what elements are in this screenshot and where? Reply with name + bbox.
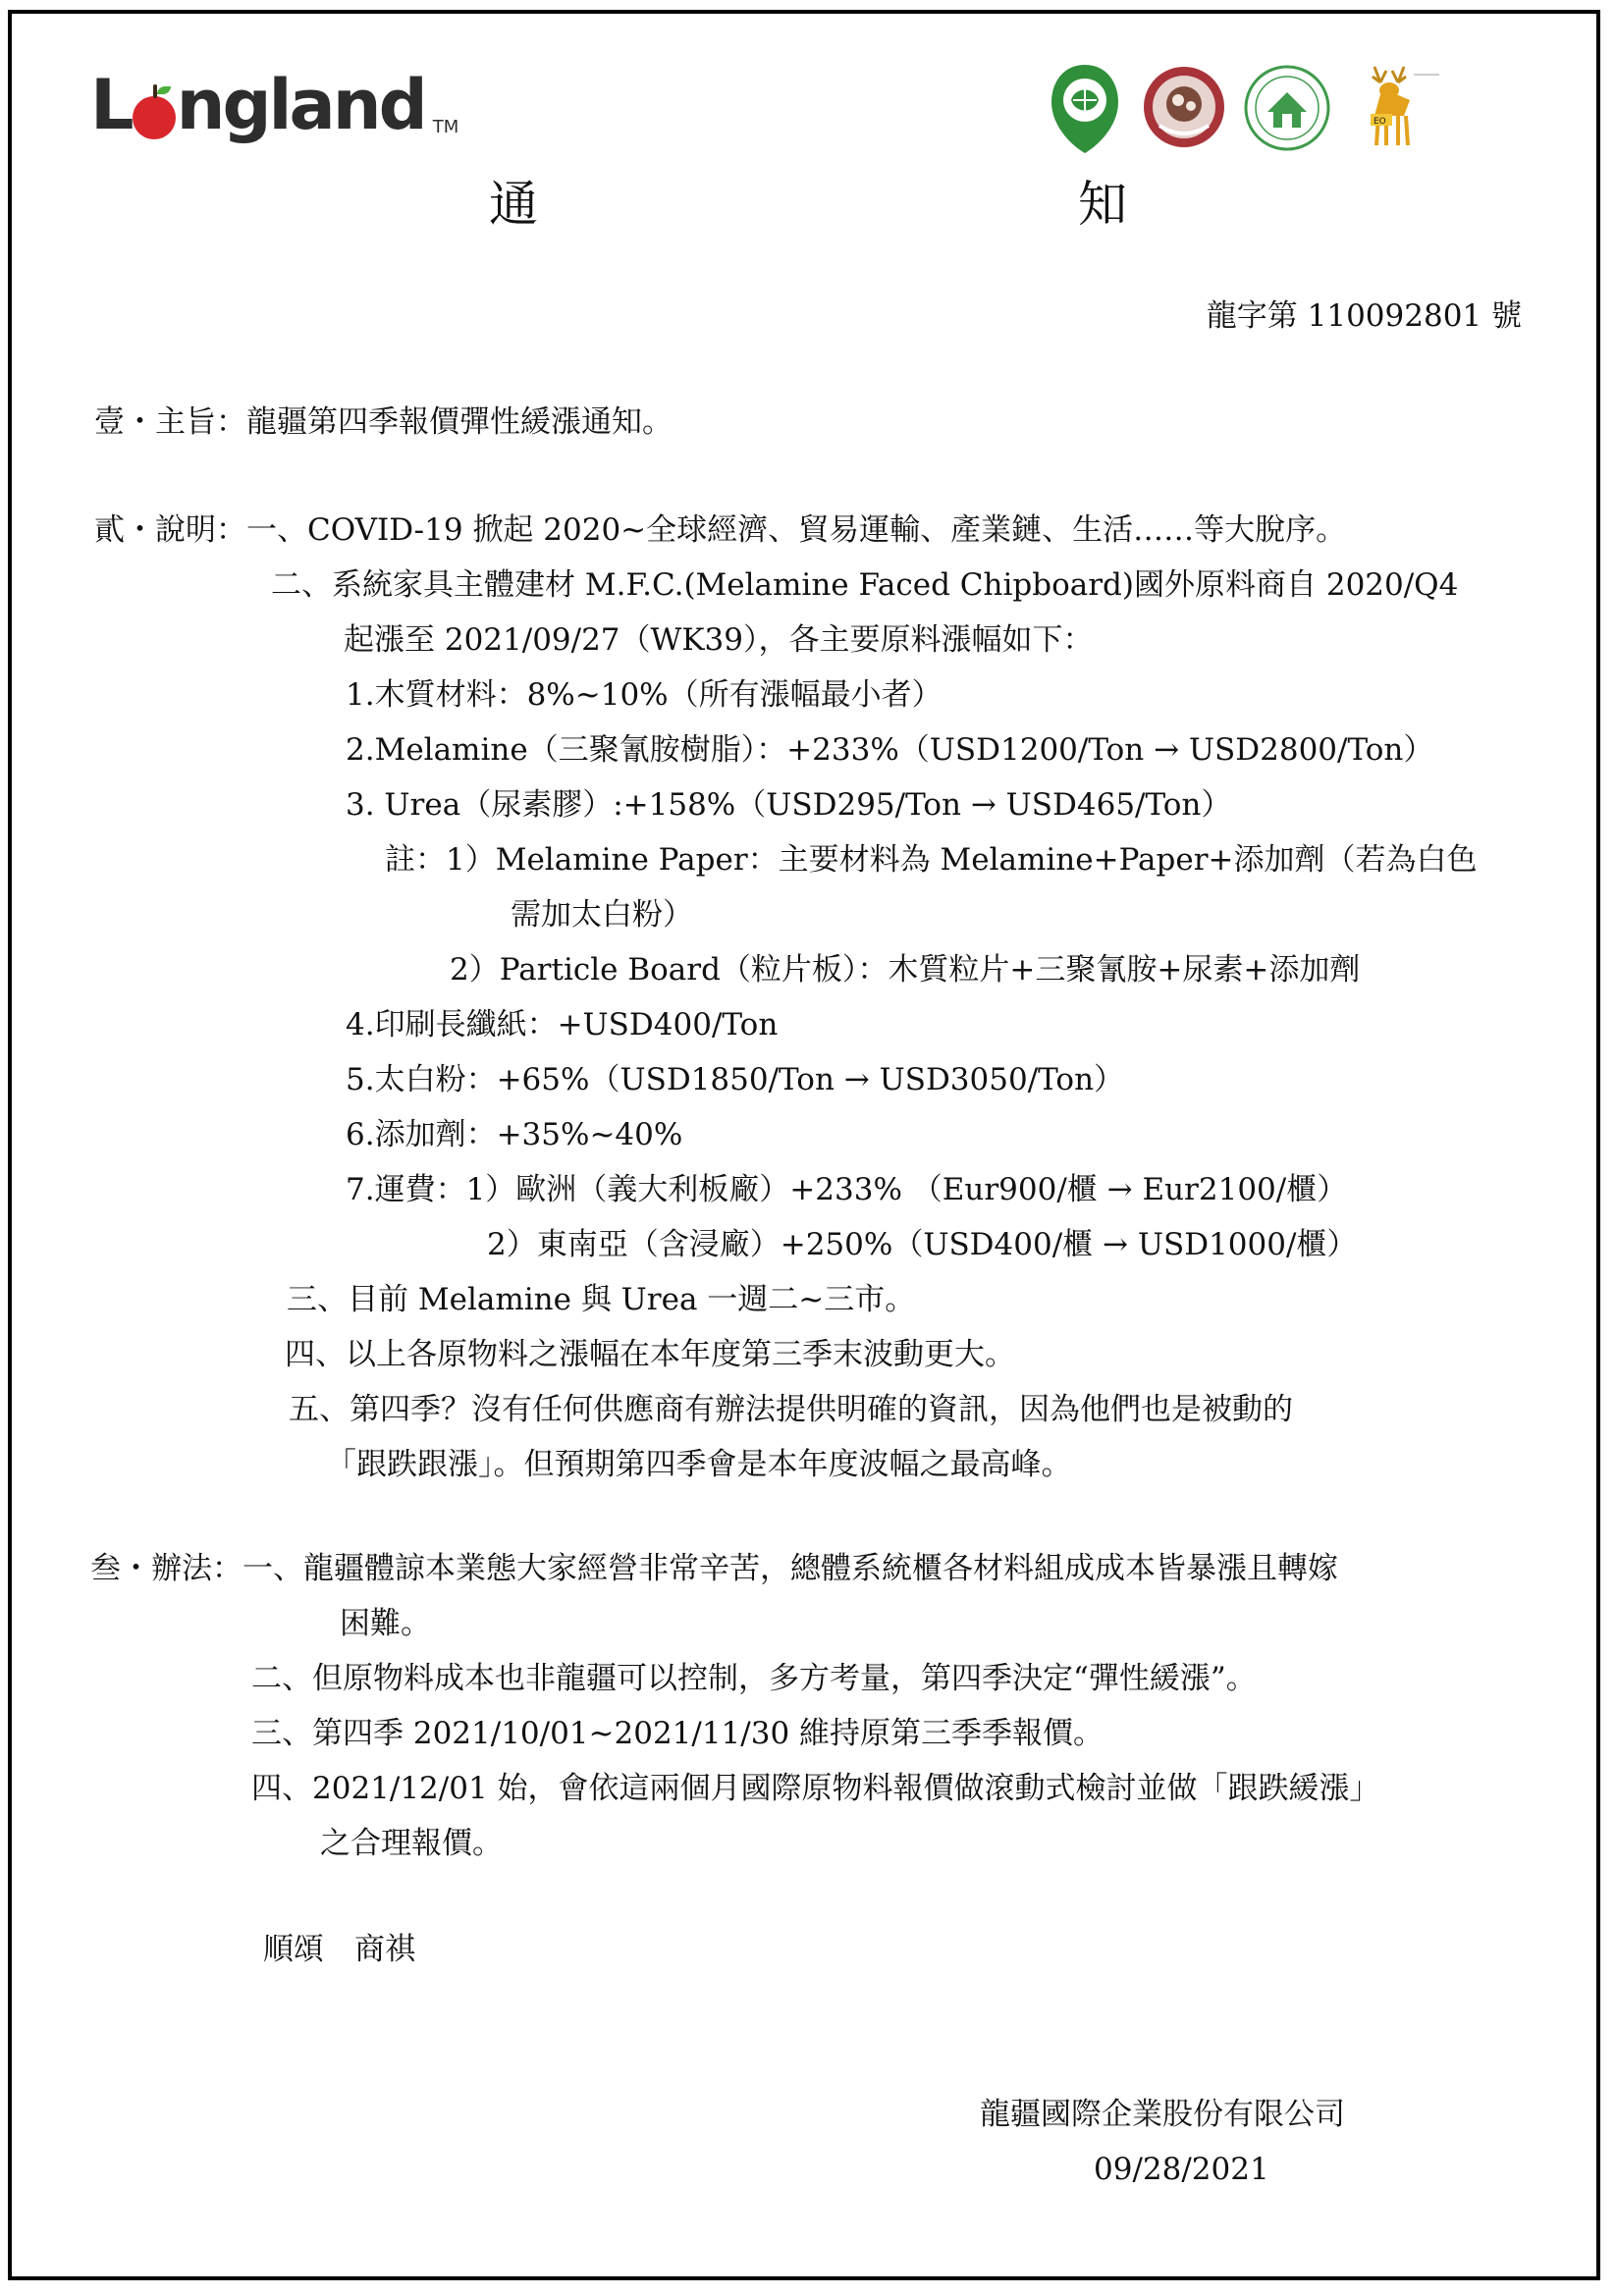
subject-line: 壹・主旨：龍疆第四季報價彈性緩漲通知。 (94, 404, 673, 440)
explanation-line: 註：1）Melamine Paper：主要材料為 Melamine+Paper+添加劑（若為白色 (385, 842, 1478, 878)
apple-icon (133, 96, 176, 139)
explanation-line: 2）Particle Board（粒片板）：木質粒片+三聚氰胺+尿素+添加劑 (450, 952, 1361, 988)
explanation-line: 需加太白粉） (511, 897, 693, 933)
company-name: 龍疆國際企業股份有限公司 (980, 2097, 1345, 2132)
explanation-line: 三、目前 Melamine 與 Urea 一週二~三市。 (287, 1282, 916, 1317)
logo-prefix: L (90, 65, 132, 145)
reference-number: 龍字第 110092801 號 (1206, 298, 1522, 334)
logo-suffix: ngland (176, 65, 425, 145)
eo-deer-icon (1345, 57, 1443, 155)
explanation-line: 2）東南亞（含浸廠）+250%（USD400/櫃 → USD1000/櫃） (487, 1227, 1358, 1262)
closing-salutation: 順頌 商祺 (263, 1932, 415, 1967)
explanation-line: 7.運費：1）歐洲（義大利板廠）+233% （Eur900/櫃 → Eur2100/櫃） (346, 1172, 1348, 1207)
explanation-line: 四、以上各原物料之漲幅在本年度第三季末波動更大。 (285, 1337, 1015, 1372)
explanation-line: 6.添加劑：+35%~40% (346, 1117, 683, 1152)
explanation-line: 5.太白粉：+65%（USD1850/Ton → USD3050/Ton） (346, 1062, 1125, 1097)
explanation-line: 五、第四季？沒有任何供應商有辦法提供明確的資訊，因為他們也是被動的 (289, 1392, 1293, 1427)
explanation-line: 4.印刷長纖紙：+USD400/Ton (346, 1007, 779, 1042)
logo-tm: TM (432, 117, 459, 137)
measure-line: 四、2021/12/01 始，會依這兩個月國際原物料報價做滾動式檢討並做「跟跌緩漲」 (251, 1771, 1380, 1806)
svg-text:EO: EO (1374, 117, 1386, 127)
explanation-line: 二、系統家具主體建材 M.F.C.(Melamine Faced Chipboard)國外原料商自 2020/Q4 (271, 567, 1459, 603)
explanation-line: 2.Melamine（三聚氰胺樹脂）：+233%（USD1200/Ton → USD2800/Ton） (346, 732, 1434, 768)
document-title: 通 知 (489, 176, 1274, 233)
explanation-line: 「跟跌跟漲」。但預期第四季會是本年度波幅之最高峰。 (326, 1447, 1072, 1482)
measure-line: 三、第四季 2021/10/01~2021/11/30 維持原第三季季報價。 (251, 1716, 1104, 1751)
document-date: 09/28/2021 (1094, 2152, 1269, 2187)
page-border (8, 10, 1600, 2280)
green-mark-icon (1046, 57, 1124, 155)
measure-line: 之合理報價。 (320, 1826, 503, 1861)
certification-logos (1046, 57, 1458, 155)
measure-line: 叁・辦法：一、龍疆體諒本業態大家經營非常辛苦，總體系統櫃各材料組成成本皆暴漲且轉嫁 (90, 1551, 1338, 1586)
explanation-line: 3. Urea（尿素膠）:+158%（USD295/Ton → USD465/Ton） (346, 787, 1232, 823)
explanation-line: 貳・說明：一、COVID-19 掀起 2020~全球經濟、貿易運輸、產業鏈、生活……等大脫序。 (94, 512, 1347, 548)
measure-line: 困難。 (340, 1606, 431, 1641)
measure-line: 二、但原物料成本也非龍疆可以控制，多方考量，第四季決定“彈性緩漲”。 (251, 1661, 1257, 1696)
antibacterial-seal-icon (1142, 65, 1226, 149)
longland-logo (90, 57, 458, 145)
explanation-line: 起漲至 2021/09/27（WK39），各主要原料漲幅如下： (344, 622, 1094, 658)
green-building-material-icon (1244, 65, 1330, 151)
explanation-line: 1.木質材料：8%~10%（所有漲幅最小者） (346, 677, 943, 713)
